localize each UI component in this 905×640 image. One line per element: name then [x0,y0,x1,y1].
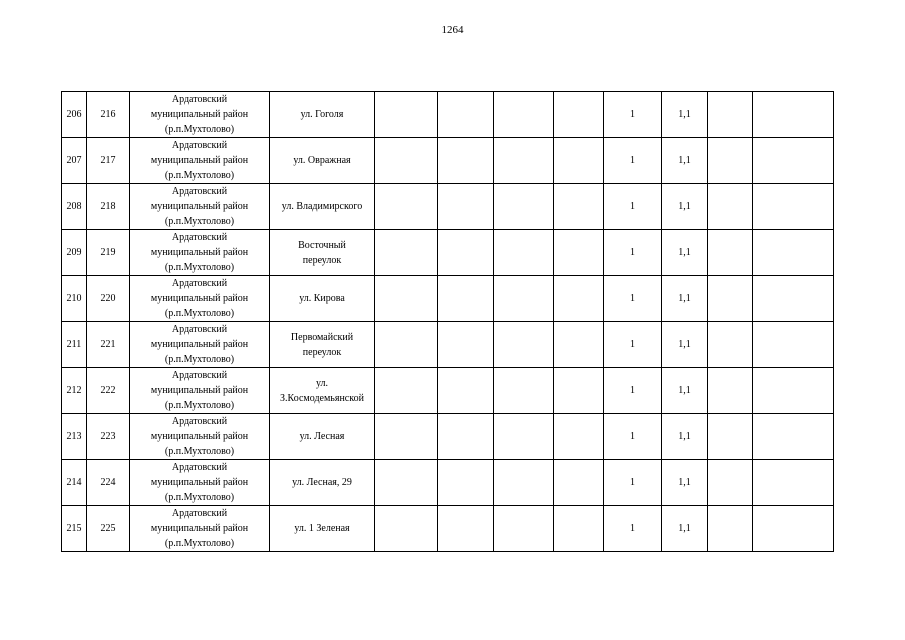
quantity-cell: 1 [604,138,662,184]
street-cell: ул. Лесная [270,414,375,460]
street-cell: Первомайский переулок [270,322,375,368]
empty-cell [438,230,494,276]
district-cell: Ардатовский муниципальный район (р.п.Мухтолово) [130,138,270,184]
district-cell: Ардатовский муниципальный район (р.п.Мухтолово) [130,460,270,506]
empty-cell [375,460,438,506]
empty-cell [438,184,494,230]
empty-cell [375,506,438,552]
row-number-cell: 215 [62,506,87,552]
empty-cell [438,138,494,184]
object-id-cell: 219 [87,230,130,276]
value-cell: 1,1 [662,460,708,506]
object-id-cell: 222 [87,368,130,414]
street-cell: ул. Кирова [270,276,375,322]
quantity-cell: 1 [604,506,662,552]
empty-cell [753,138,834,184]
empty-cell [438,276,494,322]
empty-cell [375,138,438,184]
table-row [62,414,834,460]
empty-cell [554,414,604,460]
empty-cell [554,92,604,138]
empty-cell [708,276,753,322]
empty-cell [708,460,753,506]
district-cell: Ардатовский муниципальный район (р.п.Мухтолово) [130,276,270,322]
empty-cell [554,322,604,368]
quantity-cell: 1 [604,184,662,230]
empty-cell [494,368,554,414]
empty-cell [375,184,438,230]
empty-cell [494,184,554,230]
empty-cell [438,322,494,368]
district-cell: Ардатовский муниципальный район (р.п.Мухтолово) [130,230,270,276]
row-number-cell: 209 [62,230,87,276]
empty-cell [753,368,834,414]
empty-cell [753,92,834,138]
object-id-cell: 225 [87,506,130,552]
empty-cell [708,506,753,552]
object-id-cell: 217 [87,138,130,184]
empty-cell [375,322,438,368]
empty-cell [375,414,438,460]
district-cell: Ардатовский муниципальный район (р.п.Мухтолово) [130,506,270,552]
table-row [62,92,834,138]
table-row [62,230,834,276]
empty-cell [494,92,554,138]
empty-cell [554,276,604,322]
empty-cell [554,230,604,276]
empty-cell [708,138,753,184]
district-cell: Ардатовский муниципальный район (р.п.Мухтолово) [130,322,270,368]
value-cell: 1,1 [662,230,708,276]
empty-cell [554,460,604,506]
page-number: 1264 [441,24,464,36]
row-number-cell: 212 [62,368,87,414]
empty-cell [494,138,554,184]
object-id-cell: 221 [87,322,130,368]
empty-cell [753,322,834,368]
empty-cell [708,230,753,276]
empty-cell [554,184,604,230]
street-cell: Восточный переулок [270,230,375,276]
empty-cell [753,460,834,506]
empty-cell [494,322,554,368]
street-cell: ул. Лесная, 29 [270,460,375,506]
row-number-cell: 210 [62,276,87,322]
quantity-cell: 1 [604,322,662,368]
empty-cell [375,368,438,414]
value-cell: 1,1 [662,368,708,414]
table-row [62,276,834,322]
value-cell: 1,1 [662,184,708,230]
empty-cell [438,506,494,552]
row-number-cell: 211 [62,322,87,368]
value-cell: 1,1 [662,92,708,138]
district-cell: Ардатовский муниципальный район (р.п.Мухтолово) [130,368,270,414]
empty-cell [494,276,554,322]
value-cell: 1,1 [662,506,708,552]
object-id-cell: 218 [87,184,130,230]
row-number-cell: 206 [62,92,87,138]
object-id-cell: 224 [87,460,130,506]
table-row [62,138,834,184]
empty-cell [708,184,753,230]
empty-cell [708,414,753,460]
street-cell: ул. Гоголя [270,92,375,138]
empty-cell [554,368,604,414]
empty-cell [753,276,834,322]
quantity-cell: 1 [604,276,662,322]
row-number-cell: 208 [62,184,87,230]
table-row [62,506,834,552]
district-cell: Ардатовский муниципальный район (р.п.Мухтолово) [130,184,270,230]
empty-cell [438,368,494,414]
row-number-cell: 214 [62,460,87,506]
street-cell: ул. З.Космодемьянской [270,368,375,414]
empty-cell [438,92,494,138]
value-cell: 1,1 [662,322,708,368]
empty-cell [753,184,834,230]
object-id-cell: 216 [87,92,130,138]
empty-cell [753,230,834,276]
empty-cell [554,138,604,184]
table-row [62,460,834,506]
empty-cell [375,230,438,276]
value-cell: 1,1 [662,138,708,184]
street-cell: ул. 1 Зеленая [270,506,375,552]
street-cell: ул. Владимирского [270,184,375,230]
value-cell: 1,1 [662,414,708,460]
row-number-cell: 207 [62,138,87,184]
empty-cell [708,92,753,138]
empty-cell [708,322,753,368]
empty-cell [494,460,554,506]
empty-cell [554,506,604,552]
empty-cell [494,414,554,460]
registry-table [61,91,834,552]
object-id-cell: 223 [87,414,130,460]
street-cell: ул. Овражная [270,138,375,184]
empty-cell [438,460,494,506]
row-number-cell: 213 [62,414,87,460]
empty-cell [375,92,438,138]
empty-cell [753,506,834,552]
quantity-cell: 1 [604,368,662,414]
table-row [62,184,834,230]
empty-cell [375,276,438,322]
empty-cell [494,230,554,276]
empty-cell [708,368,753,414]
quantity-cell: 1 [604,460,662,506]
object-id-cell: 220 [87,276,130,322]
empty-cell [494,506,554,552]
table-body [62,92,834,552]
value-cell: 1,1 [662,276,708,322]
quantity-cell: 1 [604,230,662,276]
table-row [62,322,834,368]
table-row [62,368,834,414]
district-cell: Ардатовский муниципальный район (р.п.Мухтолово) [130,92,270,138]
empty-cell [753,414,834,460]
quantity-cell: 1 [604,92,662,138]
quantity-cell: 1 [604,414,662,460]
empty-cell [438,414,494,460]
district-cell: Ардатовский муниципальный район (р.п.Мухтолово) [130,414,270,460]
